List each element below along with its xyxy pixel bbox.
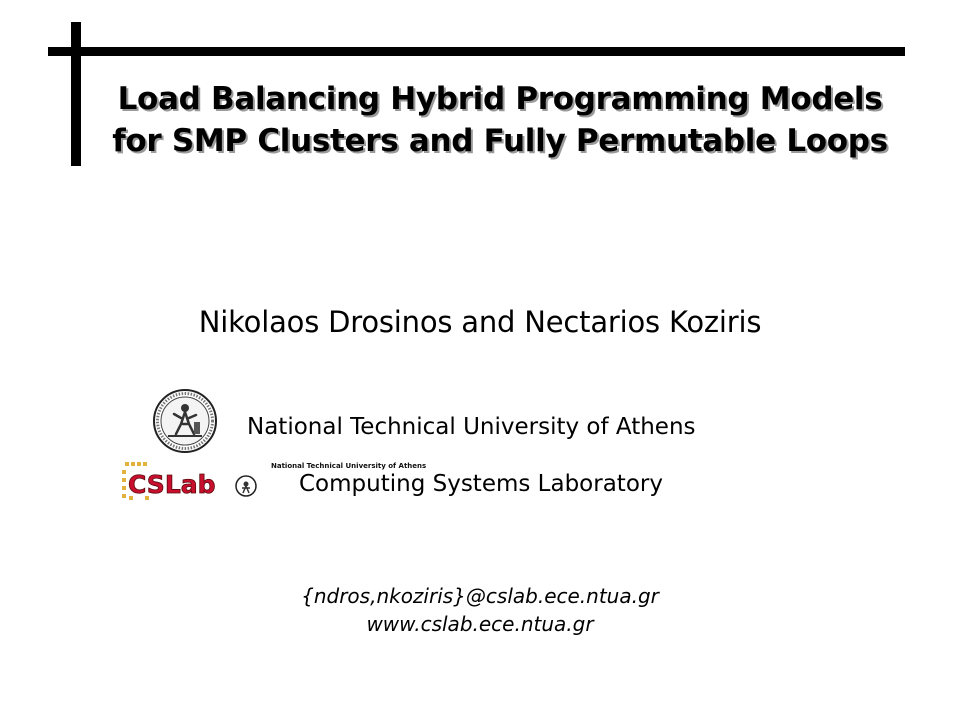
title-rule-horizontal xyxy=(48,47,905,56)
title-line-1: Load Balancing Hybrid Programming Models xyxy=(117,81,883,117)
cslab-text: CSLab xyxy=(128,470,216,499)
contact-email: {ndros,nkoziris}@cslab.ece.ntua.gr xyxy=(301,584,659,608)
ntua-seal-icon xyxy=(152,388,218,454)
cslab-logo-icon xyxy=(121,460,427,502)
university-name: National Technical University of Athens xyxy=(247,414,696,440)
title-line-2: for SMP Clusters and Fully Permutable Loops xyxy=(112,123,888,159)
cslab-strip-text: National Technical University of Athens xyxy=(271,462,427,470)
title-rule-vertical xyxy=(71,22,81,166)
slide-title xyxy=(90,78,910,162)
authors: Nikolaos Drosinos and Nectarios Koziris xyxy=(198,305,762,339)
lab-website: www.cslab.ece.ntua.gr xyxy=(366,612,594,636)
lab-name: Computing Systems Laboratory xyxy=(299,471,663,497)
